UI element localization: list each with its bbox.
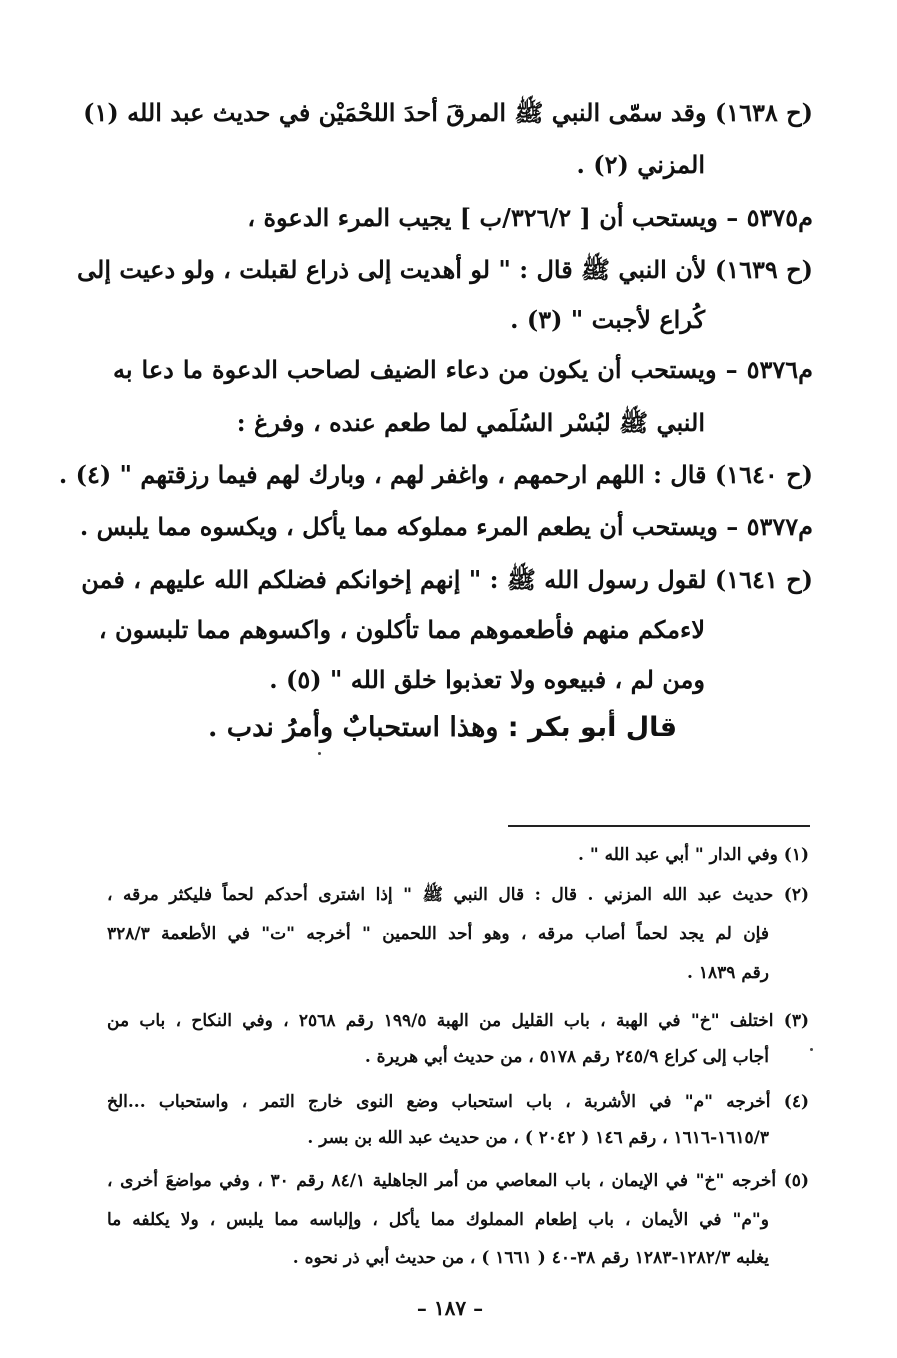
masalah-5376-line-1: م٥٣٧٦ – ويستحب أن يكون من دعاء الضيف لصاحب الدعوة ما دعا به xyxy=(113,355,813,384)
hadith-1638-line-1: (ح ١٦٣٨) وقد سمّى النبي ﷺ المرقَ أحدَ اللحْمَيْن في حديث عبد الله (١) xyxy=(83,98,813,127)
footnote-5-line-2: و"م" في الأيمان ، باب إطعام المملوك مما يأكل ، وإلباسه مما يلبس ، ولا يكلفه ما xyxy=(107,1210,769,1230)
hadith-1639-line-1: (ح ١٦٣٩) لأن النبي ﷺ قال : " لو أهديت إلى ذراع لقبلت ، ولو دعيت إلى xyxy=(77,255,813,284)
page-number: – ١٨٧ – xyxy=(416,1296,484,1320)
footnote-2-line-2: فإن لم يجد لحماً أصاب مرقه ، وهو أحد اللحمين " أخرجه "ت" في الأطعمة ٣٢٨/٣ xyxy=(107,924,769,944)
conclusion-speaker: قال أبو بكر : xyxy=(507,712,677,743)
footnote-2-line-1: (٢) حديث عبد الله المزني . قال : قال النبي ﷺ " إذا اشترى أحدكم لحماً فليكثر مرقه ، xyxy=(107,885,809,905)
footnote-5-line-3: يغلبه ١٢٨٢/٣-١٢٨٣ رقم ٣٨-٤٠ ( ١٦٦١ ) ، من حديث أبي ذر نحوه . xyxy=(292,1248,769,1268)
footnote-1: (١) وفي الدار " أبي عبد الله " . xyxy=(578,845,809,865)
conclusion-text: وهذا استحبابٌ وأمرُ ندب . xyxy=(207,712,508,743)
hadith-1641-line-3: ومن لم ، فبيعوه ولا تعذبوا خلق الله " (٥) . xyxy=(269,665,705,694)
footnote-4-line-1: (٤) أخرجه "م" في الأشربة ، باب استحباب وضع النوى خارج التمر ، واستحباب ...الخ xyxy=(107,1092,809,1112)
footnote-3-line-1: (٣) اختلف "خ" في الهبة ، باب القليل من الهبة ١٩٩/٥ رقم ٢٥٦٨ ، وفي النكاح ، باب من xyxy=(107,1011,809,1031)
hadith-1639-line-2: كُراع لأجبت " (٣) . xyxy=(510,305,705,334)
footnote-4-line-2: ١٦١٥/٣-١٦١٦ ، رقم ١٤٦ ( ٢٠٤٢ ) ، من حديث عبد الله بن بسر . xyxy=(307,1128,769,1148)
footnote-separator xyxy=(508,825,810,827)
scan-speck xyxy=(810,1048,813,1051)
hadith-1641-line-1: (ح ١٦٤١) لقول رسول الله ﷺ : " إنهم إخوانكم فضلكم الله عليهم ، فمن xyxy=(81,565,813,594)
conclusion-line xyxy=(208,712,677,743)
hadith-1640: (ح ١٦٤٠) قال : اللهم ارحمهم ، واغفر لهم ، وبارك لهم فيما رزقتهم " (٤) . xyxy=(58,460,813,489)
footnote-2-line-3: رقم ١٨٣٩ . xyxy=(687,963,769,983)
footnote-5-line-1: (٥) أخرجه "خ" في الإيمان ، باب المعاصي من أمر الجاهلية ٨٤/١ رقم ٣٠ ، وفي مواضعَ أخرى ، xyxy=(107,1171,809,1191)
masalah-5375: م٥٣٧٥ – ويستحب أن [ ٣٢٦/٢/ب ] يجيب المرء الدعوة ، xyxy=(247,203,813,232)
hadith-1638-line-2: المزني (٢) . xyxy=(576,150,705,179)
masalah-5376-line-2: النبي ﷺ لبُسْر السُلَمي لما طعم عنده ، وفرغ : xyxy=(236,408,705,437)
masalah-5377: م٥٣٧٧ – ويستحب أن يطعم المرء مملوكه مما يأكل ، ويكسوه مما يلبس . xyxy=(79,512,813,541)
scan-speck xyxy=(318,752,321,755)
hadith-1641-line-2: لاءمكم منهم فأطعموهم مما تأكلون ، واكسوهم مما تلبسون ، xyxy=(98,615,705,644)
footnote-3-line-2: أجاب إلى كراع ٢٤٥/٩ رقم ٥١٧٨ ، من حديث أبي هريرة . xyxy=(364,1047,769,1067)
